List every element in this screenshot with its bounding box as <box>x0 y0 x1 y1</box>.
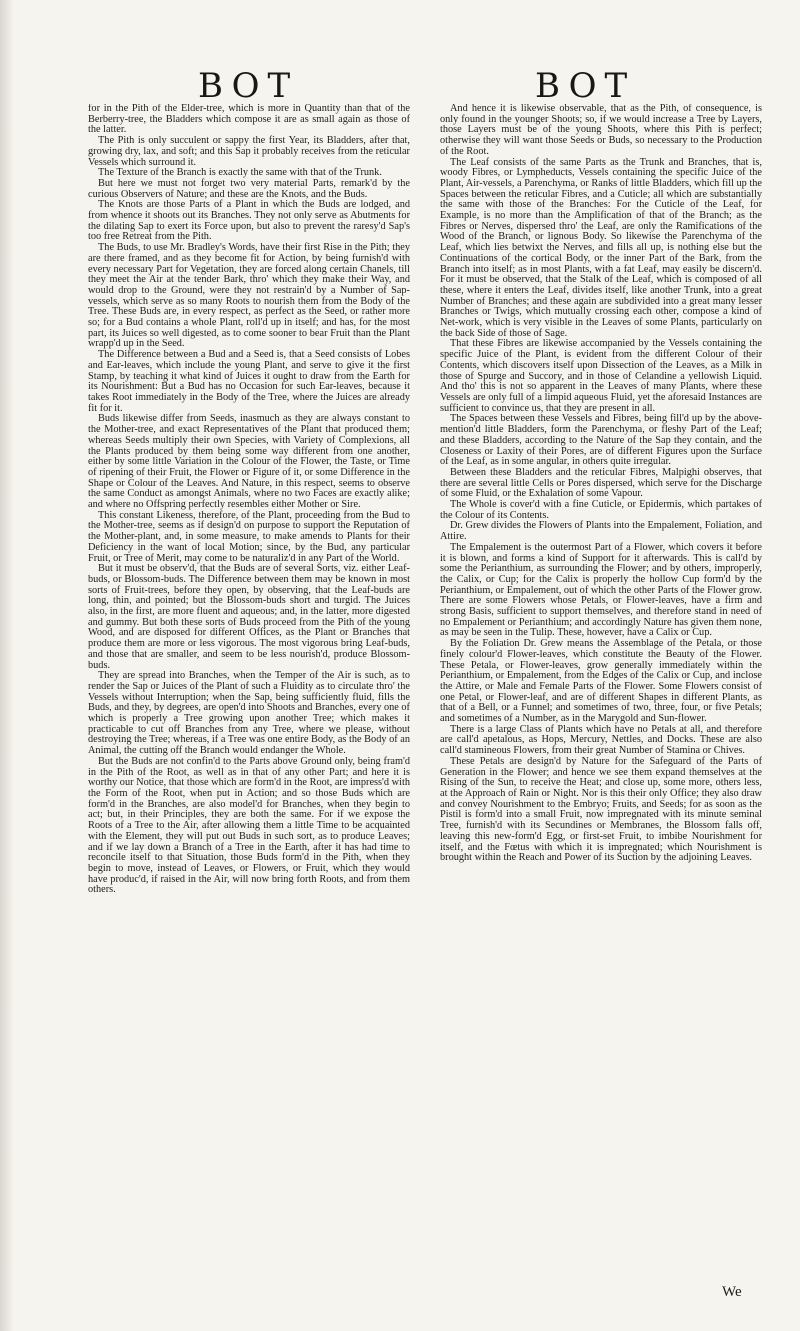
paragraph: But the Buds are not confin'd to the Parts above Ground only, being fram'd in the Pith of the Root, as well as in that of any other Part; and here it is worthy our Notice, that those which are form'd in the Root, are impress'd with the Form of the Root, when put in Action; and so those Buds which are form'd in the Branches, are also model'd for Branches, when they begin to act; but, in their Principles, they are both the same. For if we expose the Roots of a Tree to the Air, after allowing them a little Time to be acquainted with the Element, they will put out Buds in such sort, as to produce Leaves; and if we lay down a Branch of a Tree in the Earth, after it has had time to reconcile itself to that Situation, those Buds form'd in the Pith, when they begin to move, instead of Leaves, or Flowers, or Fruit, which they would have produc'd, if raised in the Air, will now bring forth Roots, and from them others. <box>88 755 410 896</box>
paragraph: This constant Likeness, therefore, of the Plant, proceeding from the Bud to the Mother-tree, seems as if design'd on purpose to support the Reputation of the Mother-plant, and, in some measure, to make amends to Plants for their Deficiency in the want of local Motion; since, by the Bud, any particular Fruit, or Tree of Merit, may come to be naturaliz'd in any Part of the World. <box>88 509 410 564</box>
left-column <box>88 104 410 1254</box>
paragraph: The Knots are those Parts of a Plant in which the Buds are lodged, and from whence it shoots out its Branches. They not only serve as Abutments for the dilating Sap to exert its Force upon, but also to prevent the raresy'd Sap's too free Retreat from the Pith. <box>88 199 410 243</box>
paragraph: And hence it is likewise observable, that as the Pith, of consequence, is only found in the younger Shoots; so, if we would increase a Tree by Layers, those Layers must be of the young Shoots, where this Pith is perfect; otherwise they will want those Seeds or Buds, so necessary to the Production of the Root. <box>440 104 762 157</box>
paragraph: The Whole is cover'd with a fine Cuticle, or Epidermis, which partakes of the Colour of its Contents. <box>440 499 762 521</box>
paragraph: But here we must not forget two very material Parts, remark'd by the curious Observers of Nature; and these are the Knots, and the Buds. <box>88 177 410 200</box>
paragraph: for in the Pith of the Elder-tree, which is more in Quantity than that of the Berberry-tree, the Bladders which compose it are as small again as those of the latter. <box>88 104 410 136</box>
paragraph: The Leaf consists of the same Parts as the Trunk and Branches, that is, woody Fibres, or Lympheducts, Vessels containing the specific Juice of the Plant, Air-vessels, a Parenchyma, or Ranks of little Bladders, which fill up the Spaces between the reticular Fibres, and a Cuticle; all which are substantially the same with those of the Branches: For the Cuticle of the Leaf, for Example, is no more than the Amplification of that of the Branch; as the Fibres or Nerves, dispersed thro' the Leaf, are only the Ramifications of the Wood of the Branch, or lignous Body. So likewise the Parenchyma of the Leaf, which lies betwixt the Nerves, and fills all up, is nothing else but the Continuations of the cortical Body, or the inner Part of the Bark, from the Branch into itself; as in most Plants, with a fat Leaf, may easily be discern'd. For it must be observed, that the Stalk of the Leaf, which is composed of all these, where it enters the Leaf, divides itself, like another Trunk, into a great Number of Branches; and these again are subdivided into a great many lesser Branches or Twigs, which mutually crossing each other, compose a kind of Net-work, which is very visible in the Leaves of some Plants, particularly on the back Side of those of Sage. <box>440 156 762 339</box>
page-edge <box>0 0 14 1331</box>
catchword: We <box>722 1284 742 1300</box>
paragraph: Between these Bladders and the reticular Fibres, Malpighi observes, that there are several little Cells or Pores dispersed, which serve for the Discharge of some Fluid, or the Exhalation of some Vapour. <box>440 466 762 500</box>
paragraph: That these Fibres are likewise accompanied by the Vessels containing the specific Juice of the Plant, is evident from the different Colour of their Contents, which discovers itself upon Dissection of the Leaves, as a Milk in those of Spurge and Succory, and in those of Celandine a yellowish Liquid. And tho' this is not so apparent in the Leaves of many Plants, where these Vessels are only full of a limpid aqueous Fluid, yet the aforesaid Instances are sufficient to convince us, that they are present in all. <box>440 338 762 414</box>
paragraph: The Buds, to use Mr. Bradley's Words, have their first Rise in the Pith; they are there framed, and as they become fit for Action, by being furnish'd with every necessary Part for Vegetation, they are forced along certain Chanels, till they meet the Air at the tender Bark, thro' which they make their Way, and would drop to the Ground, were they not restrain'd by a Number of Sap-vessels, which serve as so many Roots to nourish them from the Body of the Tree. These Buds are, in every respect, as perfect as the Seed, or rather more so; for a Bud contains a whole Plant, roll'd up in itself; and has, for the most part, its Juices so well digested, as to come sooner to bear Fruit than the Plant wrapp'd up in the Seed. <box>88 242 410 350</box>
paragraph: They are spread into Branches, when the Temper of the Air is such, as to render the Sap or Juices of the Plant of such a Fluidity as to circulate thro' the Vessels without Interruption; when the Sap, being sufficiently fluid, fills the Buds, and they, by degrees, are open'd into Shoots and Branches, every one of which is properly a Tree growing upon another Tree; which makes it practicable to cut off Branches from any Tree, where we please, without destroying the Tree; whereas, if a Tree was one entire Body, as the Body of an Animal, the cutting off the Branch would endanger the Whole. <box>88 670 410 757</box>
page-header <box>0 66 800 106</box>
paragraph: There is a large Class of Plants which have no Petals at all, and therefore are call'd apetalous, as Hops, Mercury, Nettles, and Docks. These are also call'd stamineous Flowers, from their great Number of Stamina or Chives. <box>440 723 762 757</box>
paragraph: The Texture of the Branch is exactly the same with that of the Trunk. <box>98 167 382 179</box>
paragraph: Dr. Grew divides the Flowers of Plants into the Empalement, Foliation, and Attire. <box>440 520 762 543</box>
paragraph: But it must be observ'd, that the Buds are of several Sorts, viz. either Leaf-buds, or Blossom-buds. The Difference between them may be known in most sorts of Fruit-trees, before they open, by observing, that the Leaf-buds are long, thin, and pointed; but the Blossom-buds short and turgid. The Juices also, in the first, are more fluent and aqueous; and, in the latter, more digested and gummy. But both these sorts of Buds proceed from the Pith of the young Wood, and are disposed for different Offices, as the Plant or Branches that produce them are more or less vigorous. The most vigorous bring Leaf-buds, and those that are smaller, and seem to be less nourish'd, produce Blossom-buds. <box>88 563 410 671</box>
text-columns <box>88 104 762 1254</box>
paragraph: These Petals are design'd by Nature for the Safeguard of the Parts of Generation in the Flower; and hence we see them expand themselves at the Rising of the Sun, to receive the Heat; and close up, some more, others less, at the Approach of Rain or Night. Nor is this their only Office; they also draw and convey Nourishment to the Embryo; Fruits, and Seeds; for as soon as the Pistil is form'd into a small Fruit, now impregnated with its minute seminal Tree, furnish'd with its Secundines or Membranes, the Blossom falls off, leaving this new-form'd Egg, or first-set Fruit, to imbibe Nourishment for itself, and the Fœtus with which it is impregnated; which Nourishment is brought within the Reach and Power of its Suction by the adjoining Leaves. <box>440 755 762 864</box>
paragraph: Buds likewise differ from Seeds, inasmuch as they are always constant to the Mother-tree, and exact Representatives of the Plant that produced them; whereas Seeds multiply their own Species, with Variety of Complexions, all the Plants produced by them being some way different from one another, either by some little Variation in the Colour of the Flower, the Taste, or Time of ripening of their Fruit, the Flower or Figure of it, or some Difference in the Shape or Colour of the Leaves. And Nature, in this respect, seems to observe the same Conduct as amongst Animals, where no two Faces are exactly alike; and where no Offspring perfectly resembles either Mother or Sire. <box>88 413 410 511</box>
right-column <box>440 104 762 1254</box>
paragraph: By the Foliation Dr. Grew means the Assemblage of the Petala, or those finely colour'd Flower-leaves, which constitute the Beauty of the Flower. These Petala, or Flower-leaves, grow generally immediately within the Perianthium, or Empalement, from the Edges of the Calix or Cup, and inclose the Attire, or Male and Female Parts of the Flower. Some Flowers consist of one Petal, or Flower-leaf, and are of different Shapes in different Plants, as that of a Bell, or a Funnel; and sometimes of two, three, four, or five Petals; and sometimes of a Number, as in the Marygold and Sun-flower. <box>440 638 762 725</box>
right-running-head: BOT <box>535 66 636 106</box>
paragraph: The Spaces between these Vessels and Fibres, being fill'd up by the above-mention'd little Bladders, form the Parenchyma, or fleshy Part of the Leaf; and these Bladders, according to the Nature of the Sap they contain, and the Closeness or Laxity of their Pores, are of different Figures upon the Surface of the Leaf, as in some angular, in others quite irregular. <box>440 413 762 468</box>
paragraph: The Pith is only succulent or sappy the first Year, its Bladders, after that, growing dry, lax, and soft; and this Sap it probably receives from the reticular Vessels which surround it. <box>88 135 410 168</box>
paragraph: The Difference between a Bud and a Seed is, that a Seed consists of Lobes and Ear-leaves, which include the young Plant, and serve to give it the first Stamp, by teaching it what kind of Juices it ought to draw from the Earth for its Nourishment: But a Bud has no Occasion for such Ear-leaves, because it takes Root immediately in the Body of the Tree, where the Juices are already fit for it. <box>88 349 410 414</box>
left-running-head: BOT <box>198 66 299 106</box>
paragraph: The Empalement is the outermost Part of a Flower, which covers it before it is blown, and forms a kind of Support for it afterwards. This is call'd by some the Perianthium, as surrounding the Flower; and by others, improperly, the Calix, or Cup; for the Calix is properly the hollow Cup form'd by the Perianthium, or Empalement, out of which the other Parts of the Flower grow. There are some Flowers whose Petals, or Flower-leaves, have a firm and strong Basis, sufficient to support themselves, and therefore stand in need of no Empalement or Perianthium; and accordingly Nature has given them none, as may be seen in the Tulip. These, however, have a Calix or Cup. <box>440 541 762 639</box>
